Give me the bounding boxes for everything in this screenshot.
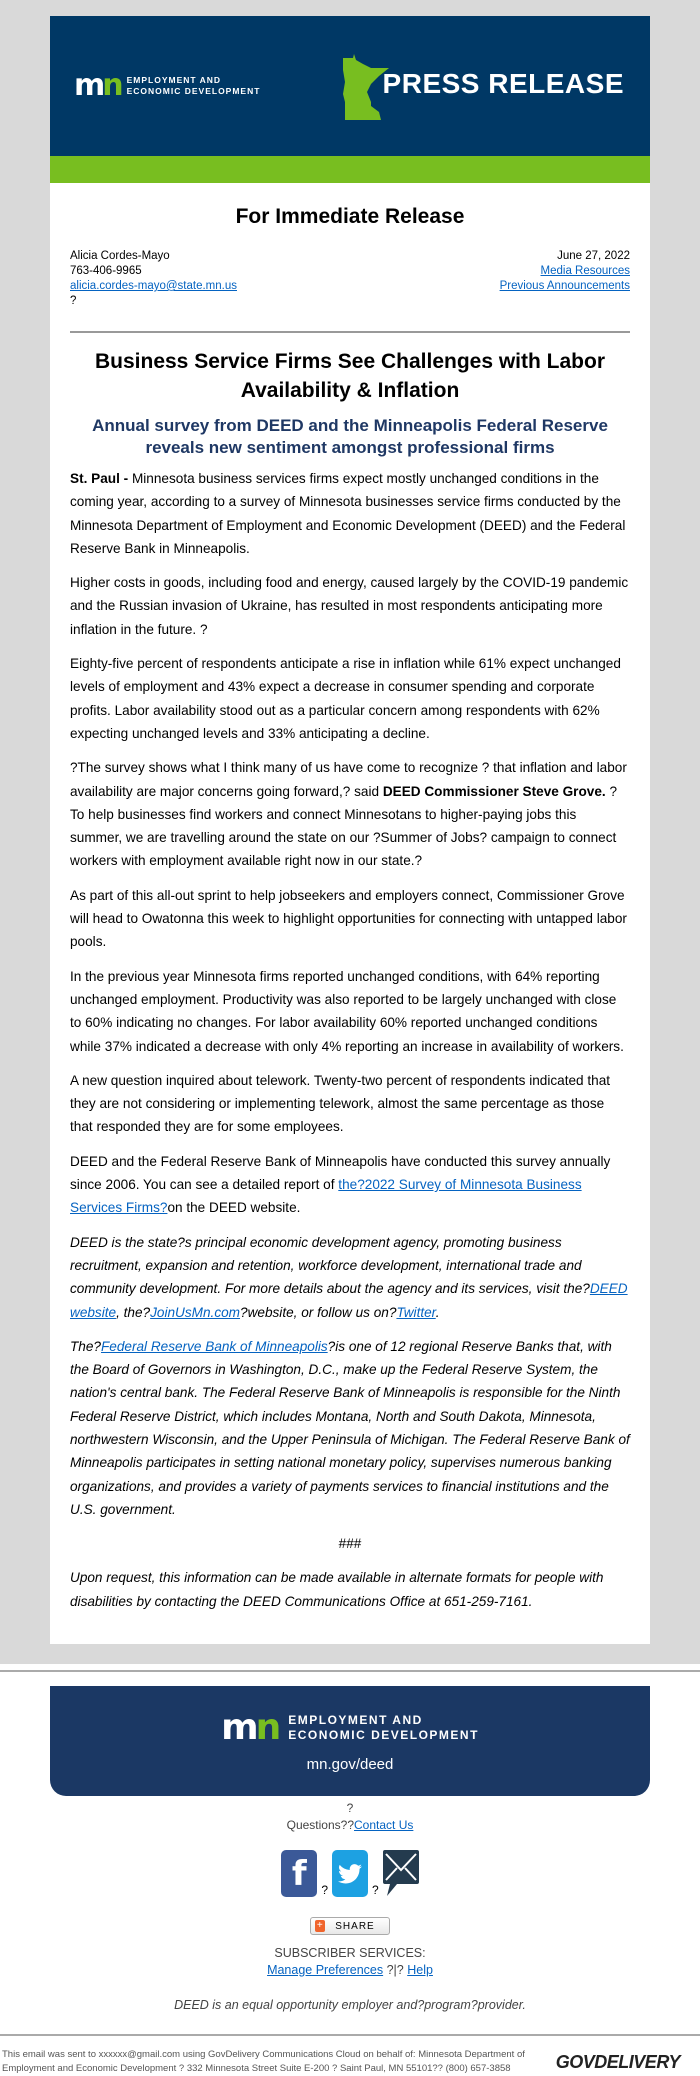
- banner-title: PRESS RELEASE: [382, 68, 624, 99]
- footer-q-mark: ?: [346, 1801, 354, 1816]
- pipe-separator: ?|?: [383, 1963, 408, 1978]
- share-button[interactable]: [310, 1917, 389, 1935]
- paragraph-8: [70, 1150, 630, 1220]
- paragraph-2: Higher costs in goods, including food and energy, caused largely by the COVID-19 pandemic and the Russian invasion of Ukraine, has resulted in most respondents anticipating more inflation in the future. ?: [70, 575, 629, 637]
- paragraph-6: In the previous year Minnesota firms reported unchanged conditions, with 64% reporting unchanged employment. Productivity was also reported to be largely unchanged with close to 60% indicating no changes. For labor availability 60% reported unchanged conditions while 37% indicated a decrease with only 4% reporting an increase in availability of workers.: [70, 968, 624, 1054]
- headline: Business Service Firms See Challenges with Labor Availability & Inflation: [94, 350, 606, 402]
- eoe-statement: DEED is an equal opportunity employer and?program?provider.: [174, 1998, 526, 2013]
- paragraph-9: [70, 1231, 630, 1324]
- legal-footer: [0, 2034, 700, 2076]
- joinusmn-link[interactable]: JoinUsMn.com: [150, 1304, 241, 1320]
- release-date: June 27, 2022: [557, 250, 630, 262]
- twitter-icon[interactable]: [332, 1850, 368, 1897]
- paragraph-3: Eighty-five percent of respondents anticipate a rise in inflation while 61% expect unchanged levels of employment and 43% expect a decrease in consumer spending and corporate profits. Labor availability stood out as a particular concern among respondents with 62% expecting unchanged levels and 33% anticipating a decline.: [70, 656, 621, 741]
- p9-text-d: .: [435, 1304, 440, 1320]
- federal-reserve-link[interactable]: Federal Reserve Bank of Minneapolis: [100, 1338, 328, 1354]
- paragraph-5: As part of this all-out sprint to help jobseekers and employers connect, Commissioner Grove will head to Owatonna this week to highlight opportunities for connecting with untapped labor pools.: [70, 887, 627, 950]
- p8-text-a: DEED and the Federal Reserve Bank of Minneapolis have conducted this survey annually since 2006. You can see a detailed report of: [70, 1153, 611, 1193]
- paragraph-4: [70, 756, 630, 872]
- p10-text-a: The?: [70, 1338, 101, 1354]
- p4-text-c: ?To help businesses find workers and connect Minnesotans to higher-paying jobs this summer, we are travelling around the state on our ?Summer of Jobs? campaign to connect workers with employment available right now in our state.?: [70, 783, 618, 869]
- contact-name: Alicia Cordes-Mayo: [70, 250, 170, 262]
- footer-banner: [50, 1686, 650, 1796]
- p8-text-b: on the DEED website.: [167, 1200, 301, 1216]
- divider: [70, 331, 630, 333]
- p9-text-c: ?website, or follow us on?: [240, 1304, 397, 1320]
- twitter-link[interactable]: Twitter: [396, 1304, 436, 1320]
- press-release-card: [50, 16, 650, 1644]
- contact-us-link[interactable]: Contact Us: [354, 1818, 414, 1833]
- paragraph-11: Upon request, this information can be made available in alternate formats for people with disabilities by contacting the DEED Communications Office at 651-259-7161.: [70, 1570, 604, 1609]
- deed-logo: mn EMPLOYMENT AND ECONOMIC DEVELOPMENT: [74, 68, 261, 103]
- social-icons: [0, 1850, 700, 1897]
- p1-text: Minnesota business services firms expect mostly unchanged conditions in the coming year, according to a survey of Minnesota businesses service firms conducted by the Minnesota Department of Employment and Economic Development (DEED) and the Federal Reserve Bank in Minneapolis.: [70, 471, 626, 556]
- facebook-icon[interactable]: f: [281, 1850, 317, 1897]
- footer-divider: [0, 1670, 700, 1672]
- end-mark: ###: [338, 1536, 362, 1552]
- p4-text-a: ?The survey shows what I think many of us have come to recognize ? that inflation and labor availability are major concerns going forward,? said: [70, 760, 627, 799]
- footer-logo-line1: EMPLOYMENT AND: [288, 1712, 423, 1727]
- footer-logo-line2: ECONOMIC DEVELOPMENT: [288, 1727, 479, 1742]
- legal-text: This email was sent to xxxxxx@gmail.com using GovDelivery Communications Cloud on behalf of: Minnesota Department of Employment and Economic Development ? 332 Minnesota Street Suite E-200 ? Saint Paul, MN 55101?? (800) 657-3858: [2, 2049, 525, 2075]
- p10-text-b: ?is one of 12 regional Reserve Banks that, with the Board of Governors in Washington, D.C., make up the Federal Reserve System, the nation's central bank. The Federal Reserve Bank of Minneapolis is responsible for the Ninth Federal Reserve District, which includes Montana, North and South Dakota, Minnesota, northwestern Wisconsin, and the Upper Peninsula of Michigan. The Federal Reserve Bank of Minneapolis participates in setting national monetary policy, supervises numerous banking organizations, and provides a variety of payments services to financial institutions and the U.S. government.: [70, 1338, 630, 1517]
- p4-speaker: DEED Commissioner Steve Grove.: [382, 783, 606, 799]
- govdelivery-logo: GOVDELIVERY: [555, 2051, 680, 2072]
- separator: ?: [372, 1883, 379, 1898]
- manage-preferences-link[interactable]: Manage Preferences: [267, 1963, 384, 1978]
- contact-block: [70, 249, 630, 309]
- paragraph-1: [70, 467, 630, 560]
- plus-icon: +: [316, 1920, 324, 1932]
- p9-text-b: , the?: [116, 1304, 151, 1320]
- header-banner: [50, 16, 650, 156]
- contact-extra: ?: [70, 295, 77, 307]
- media-resources-link[interactable]: Media Resources: [540, 265, 630, 277]
- separator: ?: [321, 1883, 328, 1898]
- dateline: St. Paul -: [70, 471, 132, 486]
- questions-label: Questions??: [286, 1818, 355, 1833]
- subscriber-services-label: SUBSCRIBER SERVICES:: [274, 1946, 426, 1961]
- paragraph-10: [70, 1335, 630, 1521]
- email-icon[interactable]: [383, 1850, 419, 1897]
- logo-line1: EMPLOYMENT AND: [126, 75, 222, 85]
- contact-email-link[interactable]: alicia.cordes-mayo@state.mn.us: [70, 280, 237, 292]
- contact-phone: 763-406-9965: [70, 265, 142, 277]
- deed-website-link[interactable]: DEED website: [70, 1281, 628, 1320]
- subheadline: Annual survey from DEED and the Minneapolis Federal Reserve reveals new sentiment amongst professional firms: [92, 416, 608, 457]
- share-label: SHARE: [335, 1920, 375, 1932]
- p9-text-a: DEED is the state?s principal economic development agency, promoting business recruitment, expansion and retention, workforce development, international trade and community development. For more details about the agency and its services, visit the?: [70, 1234, 590, 1297]
- footer-deed-logo: mn EMPLOYMENT AND ECONOMIC DEVELOPMENT: [221, 1706, 479, 1748]
- paragraph-7: A new question inquired about telework. Twenty-two percent of respondents indicated that they are not considering or implementing telework, almost the same percentage as those that responded they are for some employees.: [70, 1072, 611, 1135]
- logo-line2: ECONOMIC DEVELOPMENT: [126, 86, 261, 96]
- previous-announcements-link[interactable]: Previous Announcements: [499, 280, 630, 292]
- deed-url[interactable]: mn.gov/deed: [306, 1755, 394, 1773]
- help-link[interactable]: Help: [407, 1963, 433, 1978]
- survey-report-link[interactable]: the?2022 Survey of Minnesota Business Services Firms?: [70, 1177, 582, 1216]
- release-label: For Immediate Release: [235, 205, 465, 228]
- green-band: [50, 156, 650, 183]
